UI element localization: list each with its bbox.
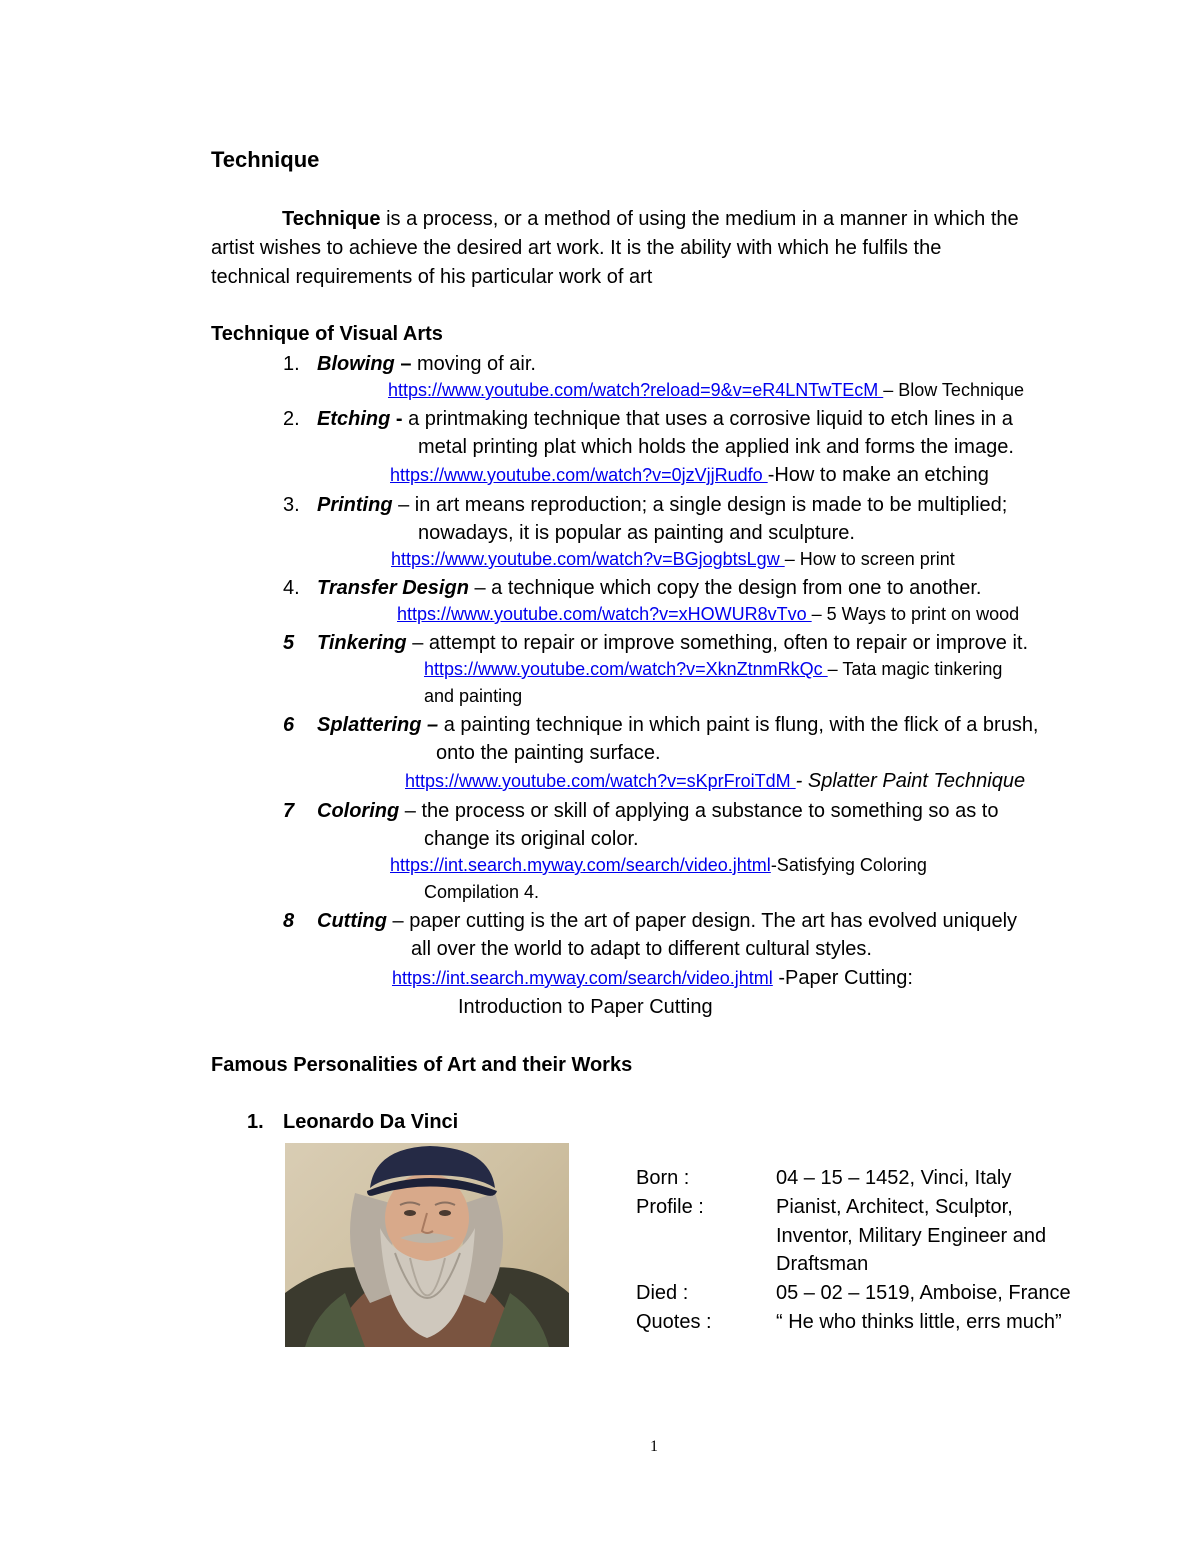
item-link-row: [391, 549, 955, 571]
item-link-row: [397, 604, 1019, 626]
item-desc-line: a painting technique in which paint is flung, with the flick of a brush,: [438, 714, 1039, 736]
item-desc-line: – paper cutting is the art of paper design. The art has evolved uniquely: [386, 910, 1018, 932]
video-caption: – 5 Ways to print on wood: [811, 604, 1020, 624]
intro-line-3: technical requirements of his particular work of art: [211, 266, 653, 288]
section-visual-arts-heading: Technique of Visual Arts: [211, 323, 443, 345]
video-link[interactable]: https://int.search.myway.com/search/video.jhtml: [390, 855, 771, 875]
video-caption: -How to make an etching: [767, 464, 989, 486]
technique-item-cutting: [317, 909, 1017, 933]
item-number: 4.: [283, 577, 300, 599]
item-sep: -: [390, 408, 403, 430]
item-link-row: [392, 966, 913, 990]
technique-item-etching: [317, 407, 1013, 431]
item-desc-line: change its original color.: [424, 828, 639, 850]
item-desc-line: – attempt to repair or improve something, often to repair or improve it.: [406, 632, 1029, 654]
video-link[interactable]: https://www.youtube.com/watch?v=xHOWUR8vTvo: [397, 604, 812, 624]
item-desc-line: – a technique which copy the design from one to another.: [468, 577, 982, 599]
item-number: 8: [283, 910, 295, 932]
profile-label: Profile :: [636, 1196, 704, 1218]
profile-value-line: Draftsman: [776, 1253, 869, 1275]
intro-line-2: artist wishes to achieve the desired art work. It is the ability with which he fulfils the: [211, 237, 942, 259]
item-desc-line: – the process or skill of applying a substance to something so as to: [399, 800, 999, 822]
item-desc-line: – in art means reproduction; a single design is made to be multiplied;: [392, 494, 1008, 516]
video-link[interactable]: https://www.youtube.com/watch?v=XknZtnmRkQc: [424, 659, 828, 679]
profile-value-line: Inventor, Military Engineer and: [776, 1225, 1047, 1247]
video-caption: – How to screen print: [784, 549, 955, 569]
video-caption: -Paper Cutting:: [772, 967, 913, 989]
video-caption: - Splatter Paint Technique: [795, 770, 1026, 792]
technique-item-printing: [317, 493, 1007, 517]
item-number: 5: [283, 632, 295, 654]
born-value: 04 – 15 – 1452, Vinci, Italy: [776, 1167, 1012, 1189]
born-label: Born :: [636, 1167, 690, 1189]
intro-term: Technique: [282, 208, 381, 230]
item-desc-line: nowadays, it is popular as painting and sculpture.: [418, 522, 855, 544]
technique-item-tinkering: [317, 631, 1028, 655]
video-link[interactable]: https://www.youtube.com/watch?reload=9&v=eR4LNTwTEcM: [388, 380, 884, 400]
item-term: Coloring: [317, 800, 400, 822]
item-desc-line: all over the world to adapt to different cultural styles.: [411, 938, 872, 960]
died-value: 05 – 02 – 1519, Amboise, France: [776, 1282, 1071, 1304]
intro-line-1: [282, 207, 1019, 231]
video-caption: – Blow Technique: [883, 380, 1024, 400]
person-name: Leonardo Da Vinci: [283, 1111, 459, 1133]
item-link-row: [390, 855, 927, 877]
technique-item-blowing: [317, 352, 536, 376]
section-famous-heading: Famous Personalities of Art and their Works: [211, 1054, 633, 1076]
item-term: Etching: [317, 408, 391, 430]
item-number: 6: [283, 714, 295, 736]
quote-value: “ He who thinks little, errs much”: [776, 1311, 1062, 1333]
person-number: 1.: [247, 1111, 264, 1133]
item-desc-line: metal printing plat which holds the applied ink and forms the image.: [418, 436, 1014, 458]
video-link[interactable]: https://int.search.myway.com/search/video.jhtml: [392, 968, 773, 988]
item-link-row: [388, 380, 1024, 402]
video-link[interactable]: https://www.youtube.com/watch?v=BGjogbtsLgw: [391, 549, 785, 569]
video-caption: -Satisfying Coloring: [770, 855, 927, 875]
item-desc-line: onto the painting surface.: [436, 742, 661, 764]
technique-item-coloring: [317, 799, 998, 823]
page-number: 1: [650, 1438, 658, 1455]
item-desc-line: moving of air.: [411, 353, 536, 375]
item-term: Tinkering: [317, 632, 407, 654]
profile-value-line: Pianist, Architect, Sculptor,: [776, 1196, 1013, 1218]
portrait-illustration: [285, 1143, 569, 1347]
item-term: Splattering –: [317, 714, 439, 736]
technique-item-splattering: [317, 713, 1039, 737]
died-label: Died :: [636, 1282, 689, 1304]
item-term: Printing: [317, 494, 393, 516]
technique-item-transfer-design: [317, 576, 981, 600]
video-caption-cont: Introduction to Paper Cutting: [458, 996, 713, 1018]
video-caption: – Tata magic tinkering: [827, 659, 1003, 679]
item-link-row: [405, 769, 1025, 793]
video-link[interactable]: https://www.youtube.com/watch?v=sKprFroiTdM: [405, 771, 796, 791]
video-caption-cont: Compilation 4.: [424, 882, 540, 902]
quotes-label: Quotes :: [636, 1311, 712, 1333]
video-link[interactable]: https://www.youtube.com/watch?v=0jzVjjRudfo: [390, 465, 768, 485]
item-number: 7: [283, 800, 295, 822]
item-link-row: [390, 463, 989, 487]
item-number: 1.: [283, 353, 300, 375]
item-term: Cutting: [317, 910, 387, 932]
item-sep: –: [394, 353, 412, 375]
page-heading: Technique: [211, 147, 320, 172]
item-term: Blowing: [317, 353, 395, 375]
leonardo-portrait-image: [285, 1143, 569, 1347]
item-number: 2.: [283, 408, 300, 430]
item-desc-line: a printmaking technique that uses a corrosive liquid to etch lines in a: [402, 408, 1013, 430]
item-number: 3.: [283, 494, 300, 516]
intro-line-1-rest: is a process, or a method of using the medium in a manner in which the: [380, 208, 1019, 230]
item-link-row: [424, 659, 1002, 681]
video-caption-cont: and painting: [424, 686, 523, 706]
item-term: Transfer Design: [317, 577, 469, 599]
